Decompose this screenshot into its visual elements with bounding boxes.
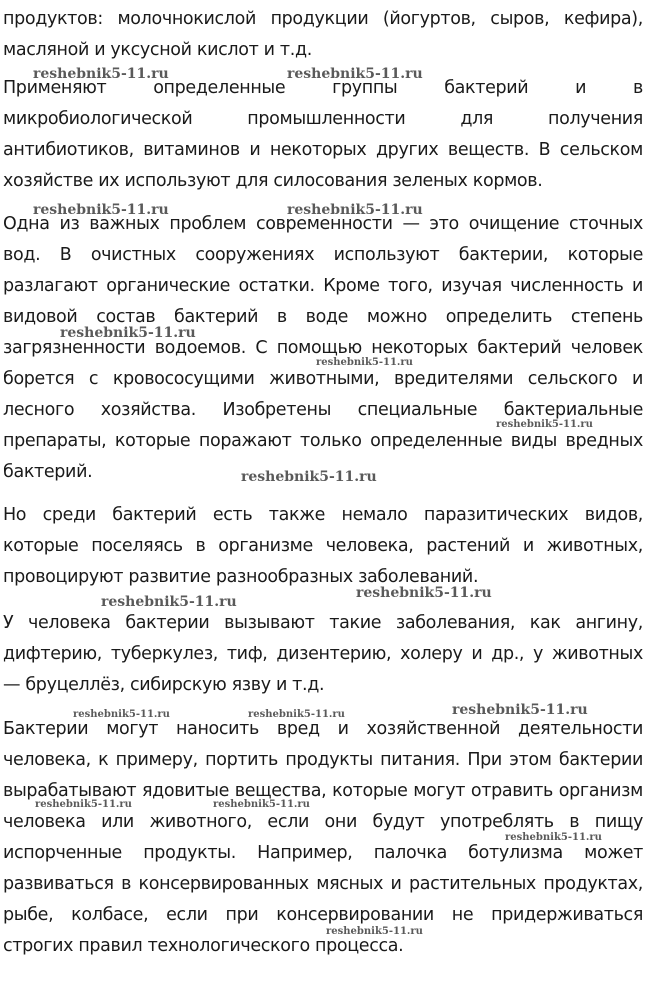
watermark: reshebnik5-11.ru bbox=[248, 709, 345, 720]
watermark: reshebnik5-11.ru bbox=[33, 66, 169, 82]
text-line: препараты, которые поражают только определенные виды вредных bbox=[3, 431, 643, 451]
watermark: reshebnik5-11.ru bbox=[60, 325, 196, 341]
text-line: продуктов: молочнокислой продукции (йогуртов, сыров, кефира), bbox=[3, 9, 643, 29]
text-line: бактерий. bbox=[3, 462, 93, 482]
text-line: видовой состав бактерий в воде можно определить степень bbox=[3, 307, 643, 327]
text-line: строгих правил технологического процесса. bbox=[3, 936, 404, 956]
text-line: лесного хозяйства. Изобретены специальные бактериальные bbox=[3, 400, 643, 420]
text-line: человека, к примеру, портить продукты питания. При этом бактерии bbox=[3, 750, 643, 770]
text-line: развиваться в консервированных мясных и растительных продуктах, bbox=[3, 874, 643, 894]
watermark: reshebnik5-11.ru bbox=[505, 832, 602, 843]
paragraph-1 bbox=[3, 4, 643, 66]
text-line: дифтерию, туберкулез, тиф, дизентерию, холеру и др., у животных bbox=[3, 644, 643, 664]
text-line: рыбе, колбасе, если при консервировании не придерживаться bbox=[3, 905, 643, 925]
paragraph-4 bbox=[3, 500, 643, 593]
paragraph-3 bbox=[3, 209, 643, 488]
watermark: reshebnik5-11.ru bbox=[213, 799, 310, 810]
text-line: борется с кровососущими животными, вредителями сельского и bbox=[3, 369, 643, 389]
watermark: reshebnik5-11.ru bbox=[101, 594, 237, 610]
text-line: загрязненности водоемов. С помощью некоторых бактерий человек bbox=[3, 338, 643, 358]
text-line: вод. В очистных сооружениях используют бактерии, которые bbox=[3, 245, 643, 265]
text-line: — бруцеллёз, сибирскую язву и т.д. bbox=[3, 675, 325, 695]
text-line: Бактерии могут наносить вред и хозяйственной деятельности bbox=[3, 719, 643, 739]
watermark: reshebnik5-11.ru bbox=[316, 357, 413, 368]
watermark: reshebnik5-11.ru bbox=[452, 702, 588, 718]
text-line: микробиологической промышленности для получения bbox=[3, 109, 643, 129]
text-line: испорченные продукты. Например, палочка ботулизма может bbox=[3, 843, 643, 863]
text-line: масляной и уксусной кислот и т.д. bbox=[3, 40, 312, 60]
text-line: вырабатывают ядовитые вещества, которые могут отравить организм bbox=[3, 781, 643, 801]
text-line: человека или животного, если они будут употреблять в пищу bbox=[3, 812, 643, 832]
watermark: reshebnik5-11.ru bbox=[33, 202, 169, 218]
watermark: reshebnik5-11.ru bbox=[241, 469, 377, 485]
text-line: разлагают органические остатки. Кроме того, изучая численность и bbox=[3, 276, 643, 296]
text-line: Одна из важных проблем современности — это очищение сточных bbox=[3, 214, 643, 234]
watermark: reshebnik5-11.ru bbox=[326, 926, 423, 937]
watermark: reshebnik5-11.ru bbox=[73, 709, 170, 720]
text-line: которые поселяясь в организме человека, растений и животных, bbox=[3, 536, 643, 556]
watermark: reshebnik5-11.ru bbox=[287, 202, 423, 218]
paragraph-2 bbox=[3, 73, 643, 197]
text-line: антибиотиков, витаминов и некоторых других веществ. В сельском bbox=[3, 140, 643, 160]
text-line: Применяют определенные группы бактерий и в bbox=[3, 78, 643, 98]
watermark: reshebnik5-11.ru bbox=[35, 799, 132, 810]
watermark: reshebnik5-11.ru bbox=[356, 585, 492, 601]
text-line: провоцируют развитие разнообразных заболеваний. bbox=[3, 567, 479, 587]
text-line: У человека бактерии вызывают такие заболевания, как ангину, bbox=[3, 613, 643, 633]
text-line: Но среди бактерий есть также немало паразитических видов, bbox=[3, 505, 643, 525]
watermark: reshebnik5-11.ru bbox=[496, 419, 593, 430]
paragraph-5 bbox=[3, 608, 643, 701]
text-line: хозяйстве их используют для силосования зеленых кормов. bbox=[3, 171, 543, 191]
watermark: reshebnik5-11.ru bbox=[287, 66, 423, 82]
